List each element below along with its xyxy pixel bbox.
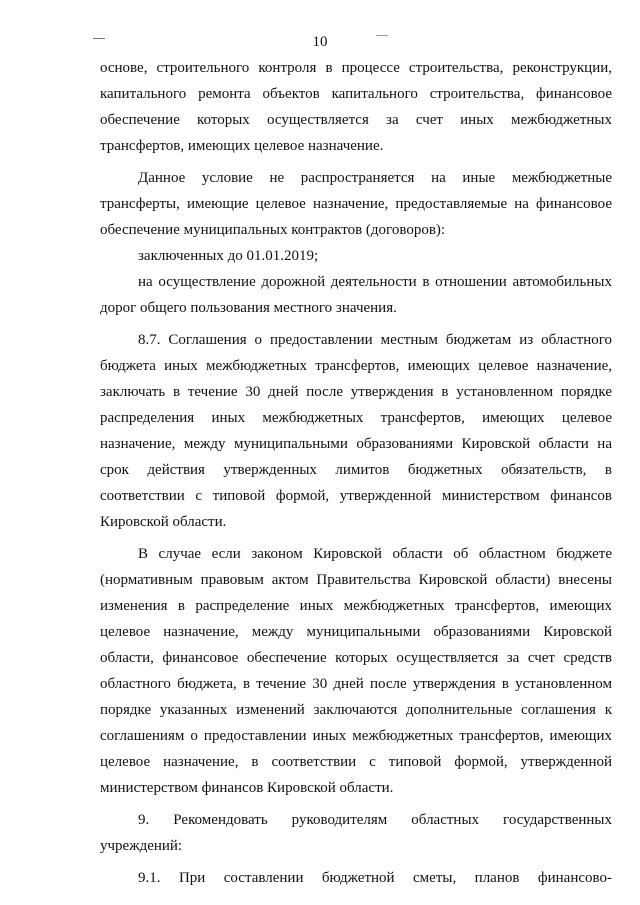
- scan-artifact-left: [93, 38, 105, 39]
- document-body: [100, 55, 612, 891]
- paragraph-contracts-before-2019: заключенных до 01.01.2019;: [138, 248, 319, 264]
- paragraph-construction-control: основе, строительного контроля в процессе строительства, реконструкции, капитального ремонта объектов капитального строительства, финансовое обеспечение которых осуществляется за счет иных межбюджетных трансфертов, имеющих целевое назначение.: [100, 60, 612, 154]
- paragraph-road-activity: на осуществление дорожной деятельности в отношении автомобильных дорог общего пользования местного значения.: [100, 274, 612, 316]
- paragraph-law-amendments: В случае если законом Кировской области об областном бюджете (нормативным правовым актом Правительства Кировской области) внесены изменения в распределение иных межбюджетных трансфертов, имеющих целевое назначение, между муниципальными образованиями Кировской области, финансовое обеспечение которых осуществляется за счет средств областного бюджета, в течение 30 дней после утверждения в установленном порядке указанных изменений заключаются дополнительные соглашения к соглашениям о предоставлении иных межбюджетных трансфертов, имеющих целевое назначение, в соответствии с типовой формой, утвержденной министерством финансов Кировской области.: [100, 546, 612, 796]
- paragraph-section-9: 9. Рекомендовать руководителям областных государственных учреждений:: [100, 812, 612, 854]
- paragraph-section-9-1: 9.1. При составлении бюджетной сметы, планов финансово-: [138, 870, 612, 886]
- page-number: 10: [312, 34, 328, 50]
- scan-artifact-right: [376, 35, 388, 36]
- paragraph-section-8-7: 8.7. Соглашения о предоставлении местным бюджетам из областного бюджета иных межбюджетных трансфертов, имеющих целевое назначение, заключать в течение 30 дней после утверждения в установленном порядке распределения иных межбюджетных трансфертов, имеющих целевое назначение, между муниципальными образованиями Кировской области на срок действия утвержденных лимитов бюджетных обязательств, в соответствии с типовой формой, утвержденной министерством финансов Кировской области.: [100, 332, 612, 530]
- paragraph-condition-exception: Данное условие не распространяется на иные межбюджетные трансферты, имеющие целевое назначение, предоставляемые на финансовое обеспечение муниципальных контрактов (договоров):: [100, 170, 612, 238]
